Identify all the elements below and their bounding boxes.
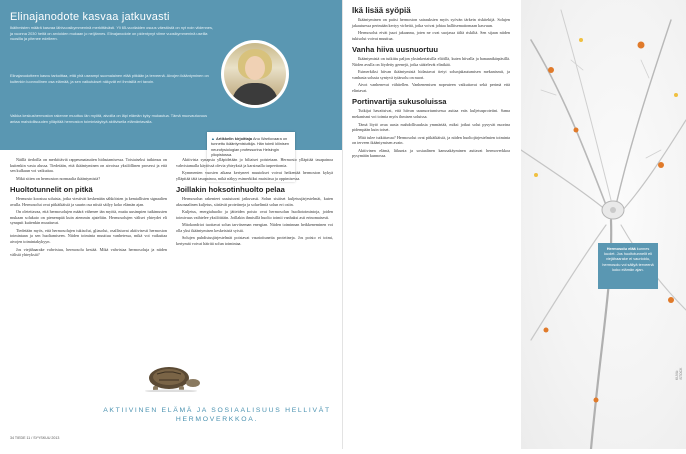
intro-box: [0, 0, 343, 150]
section-heading: Huoltotunnelit on pitkä: [10, 185, 93, 195]
body-paragraph: Ikääntyminen on paitsi hermoston sairauksien myös syövän tärkein riskitekijä. Solujen jakautuessa perimään kertyy virheitä, jotka voivat johtaa hallitsemattomaan kasvuun.: [352, 17, 510, 28]
section-heading: Joillakin hoksotinhuolto pelaa: [176, 185, 285, 195]
body-paragraph: Mitokondriot tuottavat solun tarvitseman energian. Niiden toiminnan heikkeneminen voi olla yksi ikääntymisen keskeisistä syistä.: [176, 222, 333, 233]
right-column-1: [352, 6, 510, 161]
caption-arrow-icon: ▲: [211, 136, 215, 141]
body-paragraph: Jos viejähaarake vahvistuu, hermosolu kestää. Mikä vahvistaa hermosoluja ja niiden välisiä yhteyksiä?: [10, 246, 167, 258]
body-paragraph: Hermosto koostuu soluista, jotka viestivät keskenään sähköisten ja kemiallisten signaalien avulla. Hermosolut ovat pitkäikäisiä ja suurin osa niistä säilyy koko elämän ajan.: [10, 196, 167, 207]
body-paragraph: Kymmenien vuosien aikana kertyneet muutokset voivat heikentää hermoston kykyä ylläpitää tätä tasapainoa, mikä näkyy esimerkiksi muistissa ja oppimisessa.: [176, 170, 333, 181]
section-heading: Portinvartija sukusoluissa: [352, 97, 447, 107]
left-page: [0, 0, 343, 449]
body-paragraph: Aktiivista synapsia ylläpidetään jo biliaiset poistetaan. Hermosto ylläpitää tasapainoa vahvistamalla käytössä olevia yhteyksiä ja karsimalla tarpeettomia.: [176, 157, 333, 168]
caption-text: Anu Wartiovaara on tunnettu ikääntymistutkija. Hän toimii kliinisen neurofysiologian professorina Helsingin yliopistossa.: [211, 136, 290, 158]
neuron-svg: [521, 0, 686, 449]
left-column-1: [10, 157, 167, 260]
neuron-illustration: [521, 0, 686, 449]
neuron-caption-title: Hermosolu elää: [606, 246, 636, 251]
intro-paragraph-3: Vaikka keskushermoston rakenne muuttuu iän myötä, aivoilla on läpi elämän kyky mukautua. Tämä muovautuvuus antaa mahdollisuuden ylläpitää hermoston toimintakykyä aktiivisella elämäntavalla.: [10, 113, 208, 124]
intro-headline: Elinajanodote kasvaa jatkuvasti: [10, 11, 170, 23]
section-heading: Vanha hiiva uusnuortuu: [352, 45, 439, 55]
body-paragraph: Kuljetus, energiahuolto ja jätteiden poisto ovat hermosolun huoltotoimintoja, joiden toimivuus vaihtelee yksilöittäin. Joillakin ihmisillä huolto toimii vanhaksi asti erinomaisesti.: [176, 209, 333, 220]
section-heading: Ikä lisää syöpiä: [352, 6, 411, 15]
body-paragraph: Mitä tulee tutkittavaa? Hermosolut ovat pitkäikäisiä, ja niiden huoltojärjestelmien toiminta on terveen ikääntymisen avain.: [352, 134, 510, 146]
author-portrait: [221, 40, 289, 108]
body-paragraph: Tiedetään myös, että hermosolujen tukisolut, gliasolut, osallistuvat aktiivisesti hermoston toimintaan ja sen huoltamiseen. Niiden toiminta muuttuu vanhetessa, mikä voi vaikuttaa aivojen toimintakykyyn.: [10, 227, 167, 245]
body-paragraph: Ikääntymistä on tutkittu paljon yksinkertaisilla eliöillä, kuten hiivalla ja banaanikärpäsillä. Niiden avulla on löydetty geenejä, jotka säätelevät elinikää.: [352, 56, 510, 67]
body-paragraph: Hermosolun rakenteet uusiutuvat jatkuvasti. Solun sisäiset kuljetusjärjestelmät, kuten aksonaalinen kuljetus, siirtävät proteiineja ja soluelimiä solun eri osiin.: [176, 196, 333, 207]
body-paragraph: Aktiivinen elämä, liikunta ja sosiaalinen kanssakäyminen auttavat hermoverkkoa pysymään kunnossa.: [352, 147, 510, 159]
caption-name: Artikkelin kirjoittaja: [215, 136, 253, 141]
left-column-2: [176, 157, 333, 249]
body-paragraph: Solujen puhdistusjärjestelmät poistavat vaurioituneita proteiineja. Jos poisto ei toimi, kertymät voivat häiritä solun toimintaa.: [176, 235, 333, 247]
neuron-caption-text: kunnes kuolet. Jos huoltotunnelit eli viejähaarake ei vaurioidu, hermosolu voi säilyä terveenä koko elämän ajan.: [602, 246, 654, 272]
body-paragraph: Tutkijat havaitsivat, että hiivan uusnuortumisessa auttaa eräs kuljetusproteiini. Sama mekanismi voi toimia myös ihmisen soluissa.: [352, 108, 510, 120]
page-footer: 34 TIEDE 11 / SYYSKUU 2013: [10, 436, 60, 440]
intro-paragraph-2: Elinajanodotteen kasvu tarkoittaa, että yhä useampi suomalainen elää pitkään ja terveenä. Aivojen ikääntyminen on kuitenkin luonnollinen osa elämää, ja sen vaikutukset näkyvät eri ihmisillä eri tavoin.: [10, 73, 209, 84]
intro-paragraph-1: Ikäihmisten määrä kasvaa lähivuosikymmeninä merkittävästi. Yli 65-vuotiaiden osuus väestöstä on nyt noin viidennes, ja vuonna 2030 heitä on arvioiden mukaan jo neljännes. Elinajanodote on pidentynyt viime vuosikymmeninä useilla vuosilla ja pitenee edelleen.: [10, 25, 213, 42]
neuron-caption: [598, 243, 658, 289]
tortoise-illustration: [135, 364, 205, 392]
photo-credit: KUVA: iSTOCK: [675, 367, 683, 380]
body-paragraph: Näillä tiedoilla on merkittäviä rappeumatautien hidastamisessa. Toistaiseksi tutkimus on kuitenkin vasta alussa. Tiedetään, että ikääntyminen on aivoissa yksilöllinen prosessi ja että sen kulkuun voi vaikuttaa.: [10, 157, 167, 174]
body-paragraph: On oletettavaa, että hermosolujen määrä vähenee iän myötä, mutta uusimpien tutkimusten mukaan solukato on pienempää kuin aiemmin ajateltiin. Hermosolujen väliset yhteydet eli synapsit kuitenkin muuttuvat.: [10, 209, 167, 226]
body-paragraph: Aivot vanhenevat vähitellen. Vanhenemisen nopeuteen vaikuttavat sekä perimä että elintavat.: [352, 82, 510, 93]
pull-quote: AKTIIVINEN ELÄMÄ JA SOSIAALISUUS HELLIVÄT HERMOVERKKOA.: [103, 407, 331, 423]
body-paragraph: Esimerkiksi hiivan ikääntymistä hidastavat tietyt solunjakautumisen mekanismit, ja vanhasta solusta syntyvä tytärsolu on nuori.: [352, 69, 510, 80]
body-paragraph: Tämä löytö avaa uusia mahdollisuuksia ymmärtää, miksi jotkut solut pysyvät nuorina pidempään kuin toiset.: [352, 121, 510, 133]
body-paragraph: Hermosolut eivät juuri jakaannu, joten ne ovat suojassa tältä riskiltä. Sen sijaan niiden tukisolut voivat muuttua.: [352, 30, 510, 41]
body-paragraph: Mikä sitten on hermoston normaalia ikääntymistä?: [16, 175, 101, 181]
